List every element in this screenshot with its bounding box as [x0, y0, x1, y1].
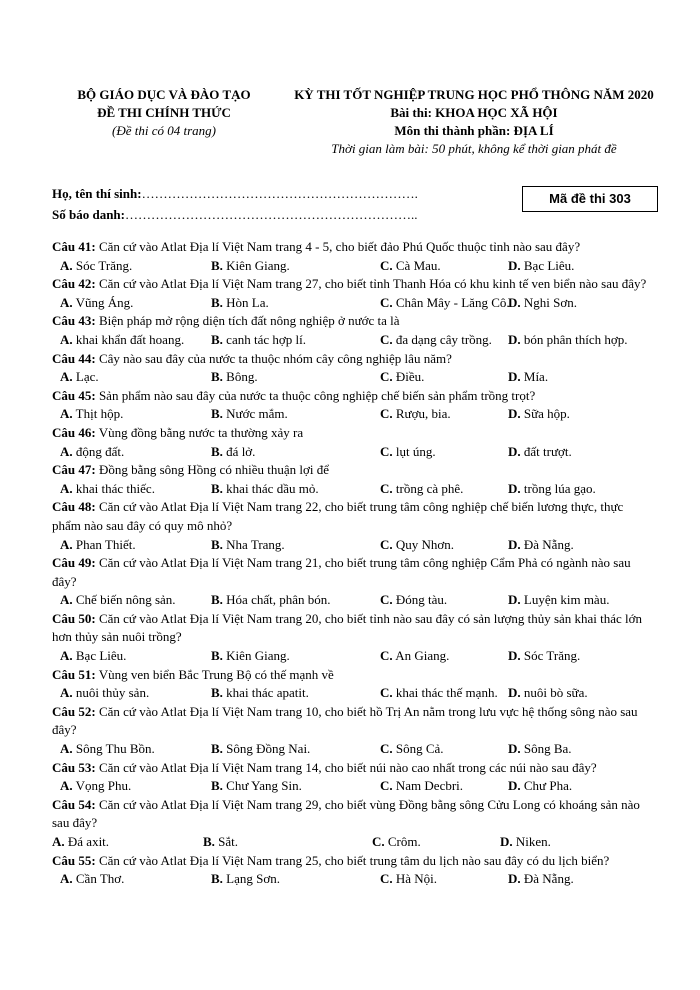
question-label: Câu 50:	[52, 610, 96, 626]
question-label: Câu 47:	[52, 462, 96, 478]
question-text	[52, 424, 652, 443]
option-letter: C.	[380, 480, 393, 496]
answer-option[interactable]	[211, 777, 380, 796]
answer-options	[52, 480, 652, 499]
option-letter: D.	[508, 331, 521, 347]
question-text	[52, 387, 652, 406]
answer-option[interactable]	[508, 777, 572, 796]
option-letter: C.	[380, 369, 393, 385]
answer-option[interactable]	[380, 480, 508, 499]
question-item	[52, 759, 652, 796]
option-text: Cà Mau.	[395, 257, 441, 273]
question-item	[52, 461, 652, 498]
answer-options	[52, 443, 652, 462]
answer-option[interactable]	[380, 647, 508, 666]
question-body: Căn cứ vào Atlat Địa lí Việt Nam trang 29, cho biết vùng Đồng bằng sông Cửu Long có khoáng sản nào sau đây?	[52, 796, 640, 831]
option-letter: C.	[380, 406, 393, 422]
question-body: Biện pháp mở rộng diện tích đất nông nghiệp ở nước ta là	[98, 313, 400, 329]
question-label: Câu 45:	[52, 387, 96, 403]
question-item	[52, 852, 652, 889]
option-text: Sông Thu Bồn.	[75, 741, 155, 757]
option-text: Hà Nội.	[395, 871, 438, 887]
option-text: Bạc Liêu.	[75, 648, 127, 664]
option-letter: C.	[380, 536, 393, 552]
exam-duration: Thời gian làm bài: 50 phút, không kể thời gian phát đề	[331, 141, 617, 156]
answer-option[interactable]	[380, 331, 508, 350]
question-item	[52, 275, 652, 312]
answer-options	[52, 833, 652, 852]
option-text: Chân Mây - Lăng Cô.	[395, 294, 510, 310]
answer-option[interactable]	[508, 647, 580, 666]
option-text: Hòn La.	[226, 294, 269, 310]
question-label: Câu 44:	[52, 350, 96, 366]
exam-section: Bài thi: KHOA HỌC XÃ HỘI	[390, 105, 558, 120]
option-text: Sóc Trăng.	[75, 257, 133, 273]
option-letter: B.	[211, 871, 223, 887]
option-text: động đất.	[75, 443, 125, 459]
option-text: đa dạng cây trồng.	[395, 331, 492, 347]
option-letter: C.	[380, 257, 393, 273]
answer-option[interactable]	[372, 833, 500, 852]
option-text: Chư Yang Sin.	[226, 778, 302, 794]
answer-option[interactable]	[211, 647, 380, 666]
answer-option[interactable]	[60, 740, 211, 759]
answer-option[interactable]	[211, 294, 380, 313]
option-letter: C.	[372, 834, 385, 849]
option-letter: B.	[211, 592, 223, 608]
question-text	[52, 666, 652, 685]
option-text: Lạng Sơn.	[226, 871, 280, 887]
answer-option[interactable]	[211, 536, 380, 555]
option-text: canh tác hợp lí.	[226, 331, 306, 347]
answer-option[interactable]	[52, 833, 203, 852]
answer-options	[52, 870, 652, 889]
option-text: Sông Cả.	[395, 741, 444, 757]
answer-option[interactable]	[508, 368, 548, 387]
option-letter: B.	[211, 685, 223, 701]
option-letter: A.	[60, 443, 73, 459]
option-letter: D.	[508, 536, 521, 552]
option-text: đá lở.	[226, 443, 256, 459]
question-label: Câu 48:	[52, 499, 96, 515]
answer-option[interactable]	[380, 536, 508, 555]
answer-option[interactable]	[211, 740, 380, 759]
option-letter: D.	[508, 685, 521, 701]
option-text: Rượu, bia.	[395, 406, 451, 422]
question-body: Căn cứ vào Atlat Địa lí Việt Nam trang 22, cho biết trung tâm công nghiệp chế biến lương thực, thực phẩm nào sau đây có quy mô nhỏ?	[52, 499, 624, 533]
question-body: Căn cứ vào Atlat Địa lí Việt Nam trang 20, cho biết tỉnh nào sau đây có sản lượng thủy sản khai thác lớn hơn thủy sản nuôi trồng?	[52, 610, 643, 645]
answer-option[interactable]	[508, 740, 572, 759]
option-letter: C.	[380, 685, 393, 701]
question-body: Căn cứ vào Atlat Địa lí Việt Nam trang 10, cho biết hồ Trị An nằm trong lưu vực hệ thống sông nào sau đây?	[52, 703, 638, 738]
question-text	[52, 312, 652, 331]
answer-option[interactable]	[380, 740, 508, 759]
question-text	[52, 796, 652, 833]
option-text: lụt úng.	[395, 443, 436, 459]
option-text: Cần Thơ.	[75, 871, 125, 887]
answer-option[interactable]	[60, 870, 211, 889]
candidate-name-label: Họ, tên thí sinh:	[52, 186, 142, 201]
question-item	[52, 387, 652, 424]
question-text	[52, 759, 652, 778]
question-item	[52, 610, 652, 666]
answer-options	[52, 331, 652, 350]
option-text: Vọng Phu.	[75, 778, 132, 794]
option-letter: D.	[508, 648, 521, 664]
option-text: Lạc.	[75, 369, 99, 385]
option-text: Nghi Sơn.	[523, 294, 577, 310]
option-letter: A.	[60, 536, 73, 552]
option-text: Bông.	[226, 369, 258, 385]
answer-option[interactable]	[508, 870, 574, 889]
option-text: Chư Pha.	[523, 778, 573, 794]
option-text: Đá axit.	[67, 834, 110, 849]
question-text	[52, 498, 652, 535]
option-letter: A.	[52, 834, 65, 849]
option-letter: A.	[60, 592, 73, 608]
question-body: Vùng đồng bằng nước ta thường xảy ra	[98, 424, 304, 440]
answer-option[interactable]	[211, 443, 380, 462]
answer-option[interactable]	[211, 870, 380, 889]
option-text: Nam Decbri.	[395, 778, 464, 794]
answer-option[interactable]	[500, 833, 551, 852]
option-text: Hóa chất, phân bón.	[226, 592, 331, 608]
answer-option[interactable]	[508, 331, 628, 350]
question-label: Câu 49:	[52, 555, 96, 571]
option-letter: B.	[211, 648, 223, 664]
option-text: Đà Nẵng.	[523, 871, 574, 887]
option-text: Crôm.	[387, 834, 421, 849]
option-text: Phan Thiết.	[75, 536, 136, 552]
option-letter: B.	[211, 331, 223, 347]
option-text: Sông Ba.	[523, 741, 572, 757]
question-label: Câu 53:	[52, 759, 96, 775]
ministry-name: BỘ GIÁO DỤC VÀ ĐÀO TẠO	[77, 87, 251, 102]
answer-option[interactable]	[211, 257, 380, 276]
option-letter: C.	[380, 294, 393, 310]
option-letter: D.	[508, 369, 521, 385]
question-item	[52, 312, 652, 349]
question-list	[52, 238, 652, 889]
answer-option[interactable]	[211, 684, 380, 703]
answer-option[interactable]	[60, 684, 211, 703]
option-text: khai thác dầu mỏ.	[226, 480, 319, 496]
option-letter: C.	[380, 871, 393, 887]
option-text: trồng cà phê.	[395, 480, 464, 496]
question-item	[52, 554, 652, 610]
exam-subject: Môn thi thành phần: ĐỊA LÍ	[394, 123, 554, 138]
answer-option[interactable]	[211, 331, 380, 350]
answer-option[interactable]	[60, 536, 211, 555]
answer-options	[52, 294, 652, 313]
question-item	[52, 238, 652, 275]
question-label: Câu 46:	[52, 424, 96, 440]
answer-option[interactable]	[508, 405, 570, 424]
option-text: nuôi thủy sản.	[75, 685, 150, 701]
option-letter: A.	[60, 406, 73, 422]
question-label: Câu 42:	[52, 276, 96, 292]
question-label: Câu 55:	[52, 852, 96, 868]
question-text	[52, 350, 652, 369]
option-text: Vũng Áng.	[75, 294, 134, 310]
question-item	[52, 350, 652, 387]
answer-option[interactable]	[211, 368, 380, 387]
option-letter: D.	[508, 257, 521, 273]
option-letter: D.	[508, 406, 521, 422]
option-letter: A.	[60, 778, 73, 794]
option-letter: A.	[60, 871, 73, 887]
question-text	[52, 275, 652, 294]
answer-option[interactable]	[380, 591, 508, 610]
question-body: Vùng ven biển Bắc Trung Bộ có thế mạnh về	[98, 666, 334, 682]
answer-option[interactable]	[203, 833, 372, 852]
answer-option[interactable]	[60, 368, 211, 387]
candidate-number-row	[52, 204, 472, 225]
option-text: đất trượt.	[523, 443, 572, 459]
answer-option[interactable]	[60, 777, 211, 796]
option-letter: B.	[211, 480, 223, 496]
answer-option[interactable]	[380, 777, 508, 796]
exam-title: KỲ THI TỐT NGHIỆP TRUNG HỌC PHỔ THÔNG NĂM 2020	[294, 87, 654, 102]
question-body: Căn cứ vào Atlat Địa lí Việt Nam trang 21, cho biết trung tâm công nghiệp Cẩm Phả có ngành nào sau đây?	[52, 555, 631, 589]
answer-option[interactable]	[60, 257, 211, 276]
option-letter: C.	[380, 331, 393, 347]
option-text: Thịt hộp.	[75, 406, 124, 422]
answer-options	[52, 257, 652, 276]
option-letter: D.	[508, 871, 521, 887]
candidate-name-dots: ……………………………………………………….	[141, 186, 418, 201]
answer-option[interactable]	[380, 294, 508, 313]
page-count-note: (Đề thi có 04 trang)	[112, 123, 216, 138]
question-label: Câu 43:	[52, 313, 96, 329]
question-text	[52, 852, 652, 871]
candidate-info	[52, 183, 472, 225]
option-text: Mía.	[523, 369, 549, 385]
option-text: Đóng tàu.	[395, 592, 448, 608]
option-letter: B.	[211, 443, 223, 459]
option-text: khai thác thế mạnh.	[395, 685, 498, 701]
question-body: Căn cứ vào Atlat Địa lí Việt Nam trang 25, cho biết trung tâm du lịch nào sau đây có du lịch biển?	[98, 852, 610, 868]
option-letter: D.	[508, 778, 521, 794]
question-text	[52, 610, 652, 647]
option-text: An Giang.	[395, 648, 450, 664]
answer-option[interactable]	[211, 405, 380, 424]
question-item	[52, 666, 652, 703]
option-letter: B.	[211, 778, 223, 794]
answer-options	[52, 405, 652, 424]
answer-option[interactable]	[211, 480, 380, 499]
question-text	[52, 238, 652, 257]
option-letter: B.	[203, 834, 215, 849]
candidate-name-row	[52, 183, 472, 204]
question-label: Câu 54:	[52, 796, 96, 812]
answer-option[interactable]	[380, 405, 508, 424]
exam-header	[276, 86, 672, 158]
answer-option[interactable]	[60, 294, 211, 313]
option-letter: D.	[500, 834, 513, 849]
option-letter: D.	[508, 741, 521, 757]
answer-option[interactable]	[60, 591, 211, 610]
answer-option[interactable]	[508, 684, 588, 703]
option-letter: C.	[380, 592, 393, 608]
answer-option[interactable]	[60, 331, 211, 350]
answer-option[interactable]	[380, 684, 508, 703]
answer-options	[52, 368, 652, 387]
option-text: Chế biến nông sản.	[75, 592, 176, 608]
candidate-number-label: Số báo danh:	[52, 207, 125, 222]
option-text: Đà Nẵng.	[523, 536, 574, 552]
answer-option[interactable]	[380, 368, 508, 387]
answer-option[interactable]	[508, 536, 574, 555]
answer-option[interactable]	[60, 443, 211, 462]
option-letter: C.	[380, 741, 393, 757]
answer-options	[52, 591, 652, 610]
option-letter: B.	[211, 536, 223, 552]
option-letter: D.	[508, 443, 521, 459]
option-letter: D.	[508, 294, 521, 310]
question-text	[52, 554, 652, 591]
option-letter: A.	[60, 331, 73, 347]
question-item	[52, 498, 652, 554]
question-item	[52, 796, 652, 852]
question-body: Cây nào sau đây của nước ta thuộc nhóm cây công nghiệp lâu năm?	[98, 350, 452, 366]
candidate-number-dots: …………………………………………………………..	[124, 207, 418, 222]
question-label: Câu 52:	[52, 703, 96, 719]
option-letter: B.	[211, 369, 223, 385]
option-letter: C.	[380, 443, 393, 459]
option-text: Sông Đồng Nai.	[226, 741, 311, 757]
option-text: Luyện kim màu.	[523, 592, 610, 608]
option-letter: C.	[380, 778, 393, 794]
question-label: Câu 51:	[52, 666, 96, 682]
answer-option[interactable]	[60, 480, 211, 499]
option-letter: B.	[211, 406, 223, 422]
answer-options	[52, 684, 652, 703]
question-body: Căn cứ vào Atlat Địa lí Việt Nam trang 14, cho biết núi nào cao nhất trong các núi nào sau đây?	[98, 759, 597, 775]
option-text: khai khẩn đất hoang.	[75, 331, 185, 347]
exam-code-box: Mã đề thi 303	[522, 186, 658, 212]
option-letter: B.	[211, 741, 223, 757]
question-label: Câu 41:	[52, 239, 96, 254]
answer-option[interactable]	[60, 405, 211, 424]
option-text: khai thác apatit.	[226, 685, 309, 701]
official-exam-label: ĐỀ THI CHÍNH THỨC	[97, 105, 231, 120]
question-body: Sản phẩm nào sau đây của nước ta thuộc công nghiệp chế biến sản phẩm trồng trọt?	[98, 387, 536, 403]
option-letter: C.	[380, 648, 393, 664]
option-text: bón phân thích hợp.	[523, 331, 628, 347]
option-letter: A.	[60, 369, 73, 385]
option-text: Nha Trang.	[226, 536, 285, 552]
option-text: trồng lúa gạo.	[523, 480, 596, 496]
answer-options	[52, 647, 652, 666]
answer-options	[52, 536, 652, 555]
question-item	[52, 424, 652, 461]
answer-option[interactable]	[508, 480, 596, 499]
option-text: Bạc Liêu.	[523, 257, 575, 273]
option-text: khai thác thiếc.	[75, 480, 155, 496]
answer-option[interactable]	[60, 647, 211, 666]
answer-option[interactable]	[508, 443, 572, 462]
option-letter: A.	[60, 741, 73, 757]
answer-options	[52, 777, 652, 796]
question-body: Đồng bằng sông Hồng có nhiều thuận lợi để	[98, 462, 329, 478]
answer-option[interactable]	[380, 870, 508, 889]
option-letter: A.	[60, 648, 73, 664]
question-body: Căn cứ vào Atlat Địa lí Việt Nam trang 27, cho biết tỉnh Thanh Hóa có khu kinh tế ven biển nào sau đây?	[98, 276, 647, 292]
ministry-header	[48, 86, 280, 140]
option-letter: A.	[60, 294, 73, 310]
option-text: Kiên Giang.	[226, 648, 290, 664]
answer-option[interactable]	[508, 591, 609, 610]
option-letter: B.	[211, 294, 223, 310]
option-letter: D.	[508, 592, 521, 608]
option-text: Nước mắm.	[226, 406, 288, 422]
question-body: Căn cứ vào Atlat Địa lí Việt Nam trang 4 - 5, cho biết đảo Phú Quốc thuộc tỉnh nào sau đây?	[98, 239, 581, 254]
answer-option[interactable]	[508, 294, 577, 313]
option-text: Niken.	[515, 834, 551, 849]
option-text: Điều.	[395, 369, 425, 385]
answer-option[interactable]	[211, 591, 380, 610]
option-text: nuôi bò sữa.	[523, 685, 588, 701]
option-text: Sắt.	[218, 834, 239, 849]
answer-options	[52, 740, 652, 759]
question-text	[52, 461, 652, 480]
option-letter: B.	[211, 257, 223, 273]
option-letter: D.	[508, 480, 521, 496]
option-letter: A.	[60, 257, 73, 273]
option-text: Sóc Trăng.	[523, 648, 581, 664]
answer-option[interactable]	[508, 257, 574, 276]
answer-option[interactable]	[380, 443, 508, 462]
option-letter: A.	[60, 685, 73, 701]
option-text: Sữa hộp.	[523, 406, 570, 422]
option-text: Kiên Giang.	[226, 257, 290, 273]
option-text: Quy Nhơn.	[395, 536, 455, 552]
option-letter: A.	[60, 480, 73, 496]
question-text	[52, 703, 652, 740]
question-item	[52, 703, 652, 759]
answer-option[interactable]	[380, 257, 508, 276]
